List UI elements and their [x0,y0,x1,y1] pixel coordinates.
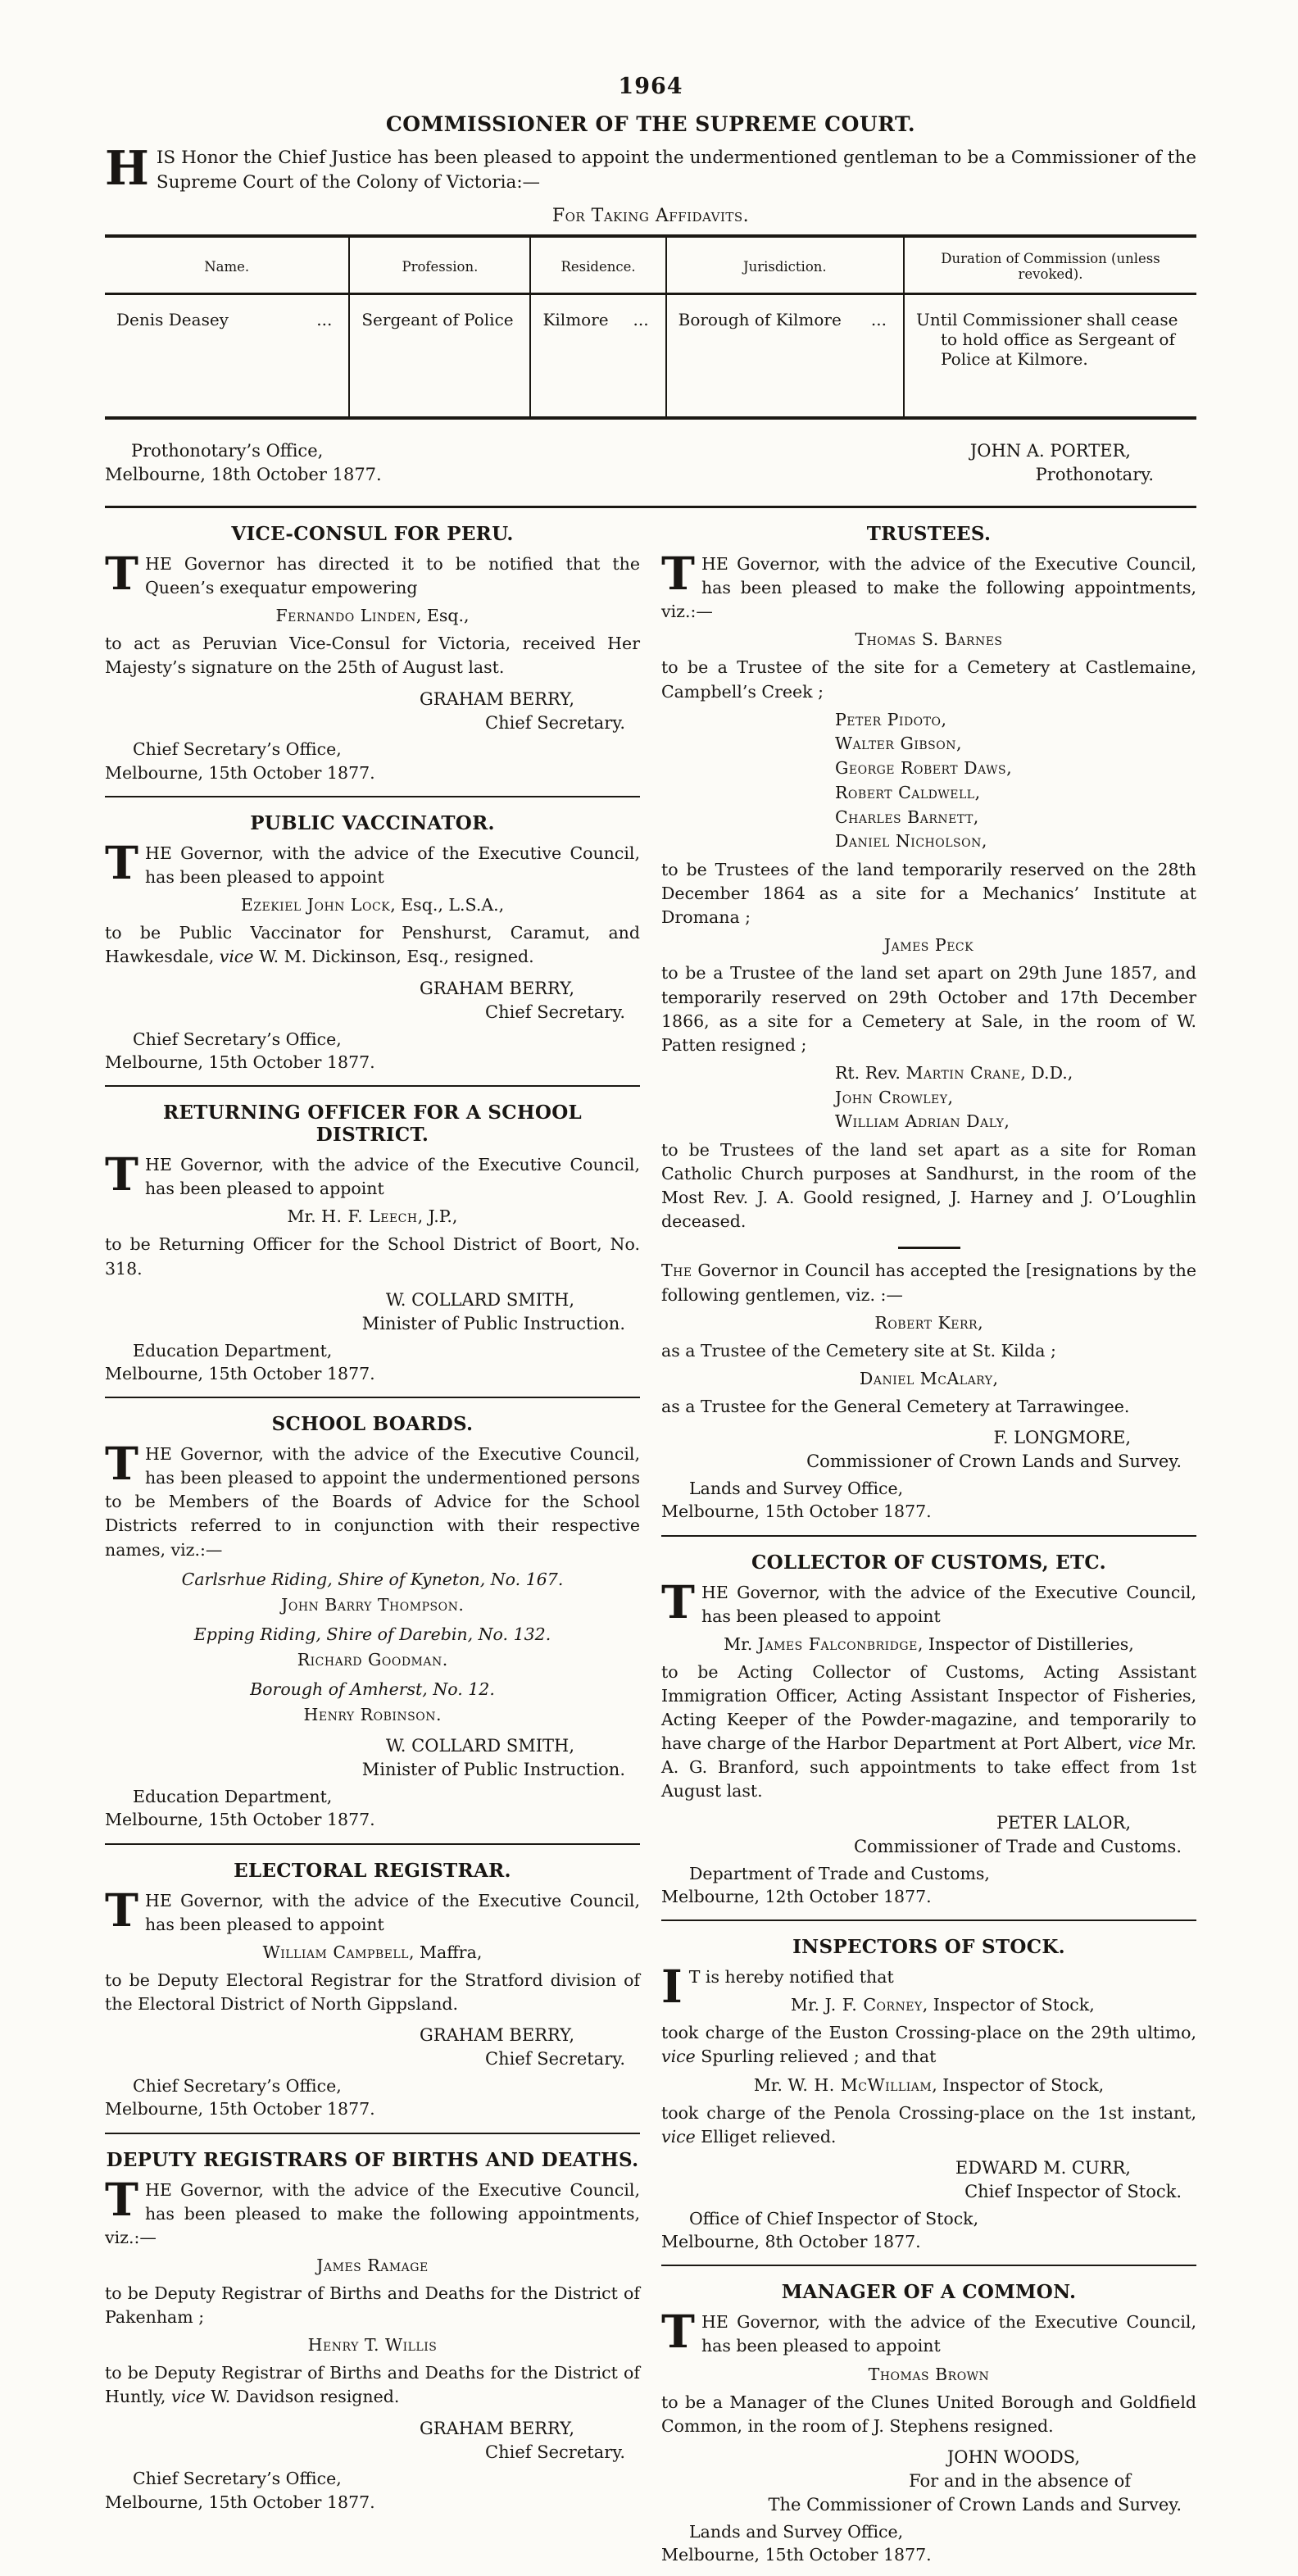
affidavits-subheading: For Taking Affidavits. [551,206,750,227]
office-line-1: Chief Secretary’s Office, [133,2076,342,2096]
section-divider-rule [105,1843,640,1845]
signature-block [105,977,640,1024]
table-header-row [105,236,1196,294]
table-header-cell: Profession. [349,236,530,294]
table-cell [904,294,1196,419]
office-dateline [105,1785,640,1832]
appointee-name: Daniel Nicholson, [835,831,987,852]
table-cell [530,294,665,419]
notice-section [105,1413,640,1831]
office-dateline [105,439,382,486]
section-divider-rule [661,2265,1196,2266]
small-caps-name: John Crowley [835,1087,948,1107]
body-paragraph: THE Governor, with the advice of the Executive Council, has been pleased to appoint [105,1147,640,1202]
page-number: 1964 [618,74,683,99]
signature-name: GRAHAM BERRY, [420,978,574,998]
masthead-signoff [105,439,1196,486]
body-paragraph: to be Deputy Electoral Registrar for the Stratford division of the Electoral District of North Gippsland. [105,1969,640,2014]
signature-name: W. COLLARD SMITH, [385,1736,574,1756]
signature-block [105,2417,640,2465]
section-title: PUBLIC VACCINATOR. [250,812,495,835]
notice-section [105,812,640,1074]
signature-role: Chief Secretary. [485,2442,625,2462]
appointee-name: Rt. Rev. Martin Crane, D.D., [835,1062,1073,1083]
notice-section [105,2149,640,2514]
section-divider-rule [105,1085,640,1087]
body-paragraph: to be a Trustee of the land set apart on 29th June 1857, and temporarily reserved on 29th October and 17th December 1866, as a site for a Cemetery at Sale, in the room of W. Patten resigned ; [661,963,1196,1055]
body-paragraph: to be Acting Collector of Customs, Acting Assistant Immigration Officer, Acting Assistant Inspector of Fisheries, Acting Keeper of the Powder-magazine, and temporarily to have charge of the Harbor Department at Port Albert, vice Mr. A. G. Branford, such appointments to take effect from 1st August last. [661,1661,1196,1801]
dropcap: T [661,1574,695,1629]
appointee-name [105,2333,640,2357]
small-caps-name: Robert Caldwell [835,782,975,802]
notice-section [105,1102,640,1385]
section-divider-rule [661,1535,1196,1537]
body-paragraph: to be a Trustee of the site for a Cemetery at Castlemaine, Campbell’s Creek ; [661,657,1196,702]
office-line-2: Melbourne, 18th October 1877. [105,464,382,484]
body-paragraph: The Governor in Council has accepted the [resignations by the following gentlemen, viz. :— [661,1261,1196,1305]
dropcap: T [105,1147,138,1202]
office-line-2: Melbourne, 15th October 1877. [105,1052,375,1072]
table-cell: Sergeant of Police [349,294,530,419]
signature-role: Chief Secretary. [485,2049,625,2069]
section-title: COLLECTOR OF CUSTOMS, ETC. [751,1551,1106,1574]
section-divider-rule [105,2133,640,2134]
small-caps-name: Henry T. Willis [307,2335,438,2356]
table-header-cell: Residence. [530,236,665,294]
office-line-1: Education Department, [133,1786,333,1806]
small-caps-name: Thomas S. Barnes [855,629,1003,650]
appointee-name [661,934,1196,957]
office-dateline [661,2207,1196,2254]
signature-block [661,2446,1196,2517]
leader-dots: ... [870,310,887,330]
signature-block [105,1288,640,1336]
office-line-2: Melbourne, 15th October 1877. [105,1810,375,1830]
signature-role: Minister of Public Instruction. [361,1313,625,1333]
district-heading-italic: Carlsrhue Riding, Shire of Kyneton, No. 167. [181,1569,564,1589]
district-heading-italic: Borough of Amherst, No. 12. [250,1679,495,1699]
small-caps-name: W. H. McWilliam [787,2074,933,2095]
signature-name: W. COLLARD SMITH, [385,1289,574,1310]
office-line-1: Department of Trade and Customs, [689,1863,990,1883]
signature-role: Commissioner of Trade and Customs. [853,1836,1182,1856]
small-caps-name: Henry Robinson [303,1704,436,1724]
body-paragraph: to be Deputy Registrar of Births and Deaths for the District of Huntly, vice W. Davidson resigned. [105,2363,640,2407]
body-paragraph: THE Governor, with the advice of the Executive Council, has been pleased to make the following appointments, viz.:— [105,2172,640,2247]
office-line-2: Melbourne, 15th October 1877. [105,2492,375,2512]
body-paragraph: THE Governor, with the advice of the Executive Council, has been pleased to appoint [661,2305,1196,2359]
signature-role: Chief Secretary. [485,712,625,733]
dropcap: T [105,836,138,890]
appointee-name [105,2254,640,2278]
office-dateline [661,2520,1196,2567]
table-cell-content: Borough of Kilmore ... [678,310,892,329]
small-caps-name: Peter Pidoto [835,709,942,729]
body-paragraph: to be Returning Officer for the School District of Boort, No. 318. [105,1234,640,1279]
small-caps-name: Fernando Linden [275,606,416,626]
signature-block [105,2024,640,2071]
signature-name: JOHN WOODS, [946,2447,1080,2467]
appointee-name: Robert Kerr, [874,1312,983,1333]
dropcap: T [661,2305,695,2359]
appointee-name: John Barry Thompson. [281,1594,464,1615]
section-title: RETURNING OFFICER FOR A SCHOOL DISTRICT. [162,1102,583,1147]
office-line-1: Office of Chief Inspector of Stock, [689,2208,979,2228]
small-caps-name: Thomas Brown [868,2364,990,2384]
column-left [105,508,640,2576]
small-caps-name: John Barry Thompson [281,1594,459,1615]
office-line-1: Chief Secretary’s Office, [133,1029,342,1049]
body-paragraph: as a Trustee for the General Cemetery at Tarrawingee. [661,1396,1130,1416]
signature-role: Chief Secretary. [485,1002,625,1022]
small-caps-name: George Robert Daws [835,758,1007,779]
section-title: MANAGER OF A COMMON. [781,2281,1077,2304]
office-line-1: Chief Secretary’s Office, [133,739,342,760]
body-paragraph: took charge of the Penola Crossing-place on the 1st instant, vice Elliget relieved. [661,2102,1196,2147]
short-rule [898,1247,960,1249]
body-paragraph: to act as Peruvian Vice-Consul for Victoria, received Her Majesty’s signature on the 25th of August last. [105,634,640,678]
appointee-name: William Adrian Daly, [835,1111,1010,1132]
small-caps-name: William Campbell [262,1942,409,1962]
office-line-2: Melbourne, 15th October 1877. [661,1502,932,1522]
signature-name: GRAHAM BERRY, [420,2025,574,2046]
dropcap: T [105,2172,138,2226]
appointee-name: Charles Barnett, [835,806,979,827]
table-header-cell: Name. [105,236,349,294]
appointee-name: Mr. H. F. Leech, J.P., [287,1206,458,1227]
notice-section [661,1552,1196,1908]
small-caps-name: Martin Crane [905,1062,1021,1083]
dropcap: T [105,547,138,600]
small-caps-name: J. F. Corney [824,1995,923,2015]
section-divider-rule [105,796,640,797]
signature-name: GRAHAM BERRY, [420,688,574,709]
office-dateline [661,1477,1196,1524]
signature-block [970,439,1196,486]
appointee-name: Robert Caldwell, [835,782,981,802]
appointee-name: Fernando Linden, Esq., [275,606,470,626]
small-caps-name: Daniel Nicholson [835,831,982,852]
signature-block [105,688,640,735]
section-title: TRUSTEES. [866,523,992,545]
small-caps-name: Ezekiel John Lock [240,895,391,915]
appointee-name: Peter Pidoto, [835,709,947,729]
appointee-name-list [661,708,1196,854]
signature-name: JOHN A. PORTER, [969,441,1131,461]
table-cell-content: Kilmore ... [542,310,653,329]
body-paragraph: I T is hereby notified that [661,1960,894,2014]
small-caps-name: Richard Goodman [297,1649,442,1670]
body-paragraph: THE Governor, with the advice of the Executive Council, has been pleased to make the following appointments, viz.:— [661,547,1196,622]
body-paragraph: THE Governor, with the advice of the Executive Council, has been pleased to appoint [661,1574,1196,1629]
two-column-body [105,508,1196,2576]
office-line-1: Lands and Survey Office, [689,2521,904,2542]
small-caps-name: H. F. Leech [321,1206,418,1227]
small-caps-name: Daniel McAlary [859,1368,993,1388]
leader-dots: ... [316,310,333,330]
office-line-1: Lands and Survey Office, [689,1479,904,1499]
appointee-name: John Crowley, [835,1087,954,1107]
small-caps-name: James Falconbridge [757,1633,918,1654]
table-header-cell: Duration of Commission (unless revoked). [904,236,1196,294]
appointee-name: William Campbell, Maffra, [262,1942,483,1962]
notice-section [105,1860,640,2121]
office-line-1: Education Department, [133,1340,333,1361]
small-caps-name: William Adrian Daly [835,1111,1005,1132]
signature-role: Commissioner of Crown Lands and Survey. [806,1452,1182,1472]
body-paragraph: to be Trustees of the land set apart as a site for Roman Catholic Church purposes at Sandhurst, in the room of the Most Rev. J. A. Goold resigned, J. Harney and J. O’Loughlin deceased. [661,1140,1196,1232]
section-title: VICE-CONSUL FOR PERU. [231,523,514,545]
office-dateline [105,738,640,784]
appointee-name: Walter Gibson, [835,734,962,754]
office-dateline [105,2074,640,2121]
small-caps-name: Walter Gibson [835,734,956,754]
signature-block [105,1734,640,1782]
commission-table [105,234,1196,420]
table-cell [666,294,904,419]
small-caps-name: Charles Barnett [835,806,974,827]
notice-section [105,523,640,784]
masthead-intro-paragraph [105,141,1196,196]
dropcap: I [661,1960,683,2014]
body-paragraph: as a Trustee of the Cemetery site at St. Kilda ; [661,1340,1056,1361]
body-paragraph: to be Deputy Registrar of Births and Deaths for the District of Pakenham ; [105,2283,640,2328]
section-title: SCHOOL BOARDS. [271,1413,474,1436]
notice-section [661,1936,1196,2253]
office-line-2: Melbourne, 15th October 1877. [661,2545,932,2565]
small-caps-lead: The [661,1261,692,1281]
table-cell-content: Until Commissioner shall cease to hold office as Sergeant of Police at Kilmore. [916,310,1178,370]
body-paragraph: THE Governor, with the advice of the Executive Council, has been pleased to appoint [105,836,640,890]
column-right [661,508,1196,2576]
appointee-name: Mr. James Falconbridge, Inspector of Distilleries, [724,1633,1134,1654]
appointee-name: Henry Robinson. [303,1704,442,1724]
appointee-name [661,628,1196,652]
appointee-name-list [661,1061,1196,1134]
small-caps-name: James Ramage [316,2255,429,2275]
office-dateline [105,2467,640,2514]
appointee-name: Mr. J. F. Corney, Inspector of Stock, [791,1995,1095,2015]
signature-name: EDWARD M. CURR, [955,2157,1131,2178]
small-caps-name: Robert Kerr [874,1312,978,1333]
appointee-name: Daniel McAlary, [859,1368,999,1388]
signature-role: Chief Inspector of Stock. [964,2181,1182,2201]
office-dateline [105,1028,640,1074]
body-paragraph: THE Governor, with the advice of the Executive Council, has been pleased to appoint the undermentioned persons to be Members of the Boards of Advice for the School Districts referred to in conjunction with their respective names, viz.:— [105,1437,640,1560]
office-line-1: Prothonotary’s Office, [131,441,324,461]
district-heading-italic: Epping Riding, Shire of Darebin, No. 132. [193,1624,551,1644]
office-dateline [661,1862,1196,1909]
dropcap: T [105,1437,138,1491]
section-title: DEPUTY REGISTRARS OF BIRTHS AND DEATHS. [106,2148,639,2171]
signature-block [661,1426,1196,1474]
section-title: ELECTORAL REGISTRAR. [234,1859,511,1882]
small-caps-name: James Peck [883,935,974,956]
masthead-title: COMMISSIONER OF THE SUPREME COURT. [385,112,916,136]
office-line-2: Melbourne, 15th October 1877. [105,1363,375,1383]
table-cell [105,294,349,419]
appointee-name: Richard Goodman. [297,1649,448,1670]
section-title: INSPECTORS OF STOCK. [792,1936,1065,1959]
signature-role: Prothonotary. [1035,464,1154,484]
office-line-2: Melbourne, 8th October 1877. [661,2232,921,2252]
dropcap: T [105,1883,138,1937]
notice-section [661,523,1196,1524]
office-line-2: Melbourne, 15th October 1877. [105,762,375,783]
body-paragraph: THE Governor has directed it to be notified that the Queen’s exequatur empowering [105,547,640,600]
dropcap: T [661,547,695,600]
signature-role: For and in the absence of [909,2470,1131,2491]
office-line-2: Melbourne, 12th October 1877. [661,1886,932,1906]
body-paragraph: to be a Manager of the Clunes United Borough and Goldfield Common, in the room of J. Stephens resigned. [661,2392,1196,2436]
body-paragraph: to be Trustees of the land temporarily reserved on the 28th December 1864 as a site for a Mechanics’ Institute at Dromana ; [661,859,1196,928]
signature-name: PETER LALOR, [996,1812,1131,1833]
signature-role: The Commissioner of Crown Lands and Survey. [768,2494,1182,2515]
appointee-name [661,2363,1196,2387]
body-paragraph: to be Public Vaccinator for Penshurst, Caramut, and Hawkesdale, vice W. M. Dickinson, Esq., resigned. [105,923,640,967]
body-paragraph: THE Governor, with the advice of the Executive Council, has been pleased to appoint [105,1883,640,1937]
table-cell-content: Denis Deasey ... [116,310,337,329]
notice-section [661,2281,1196,2566]
signature-role: Minister of Public Instruction. [361,1759,625,1779]
dropcap: H [105,141,149,196]
appointee-name: George Robert Daws, [835,758,1012,779]
section-divider-rule [661,1920,1196,1921]
signature-block [661,2156,1196,2204]
appointee-name: Mr. W. H. McWilliam, Inspector of Stock, [753,2074,1105,2095]
signature-name: GRAHAM BERRY, [420,2418,574,2438]
section-divider-rule [105,1397,640,1398]
office-line-1: Chief Secretary’s Office, [133,2469,342,2489]
office-line-2: Melbourne, 15th October 1877. [105,2099,375,2119]
office-dateline [105,1339,640,1386]
appointee-name: Ezekiel John Lock, Esq., L.S.A., [240,895,505,915]
leader-dots: ... [633,310,649,330]
body-paragraph: took charge of the Euston Crossing-place on the 29th ultimo, vice Spurling relieved ; and that [661,2023,1196,2067]
table-row [105,294,1196,419]
masthead-intro-text: IS Honor the Chief Justice has been pleased to appoint the undermentioned gentleman to be a Commissioner of the Supreme Court of the Colony of Victoria:— [156,148,1196,193]
signature-block [661,1811,1196,1859]
signature-name: F. LONGMORE, [993,1428,1131,1448]
table-header-cell: Jurisdiction. [666,236,904,294]
